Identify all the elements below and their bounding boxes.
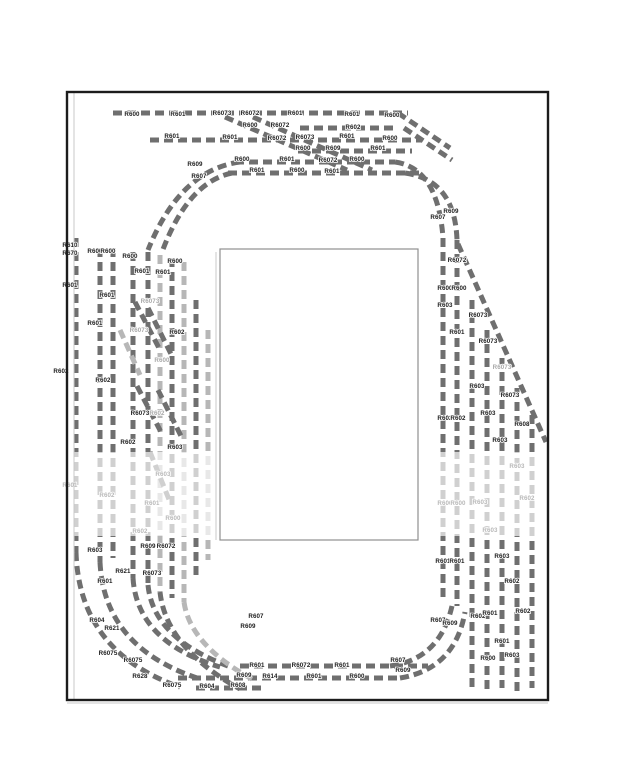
track-code-label: R609 [240,623,256,630]
track-segment [160,592,240,689]
track-code-label: R600 [382,135,398,142]
track-code-label: R601 [370,145,386,152]
track-code-label: R600 [451,285,467,292]
track-code-label: R600 [384,112,400,119]
track-code-label: R601 [494,638,510,645]
track-code-label: R6073 [478,338,498,345]
track-code-label: R600 [234,156,250,163]
track-segment [120,330,140,375]
track-code-label: R602 [120,439,136,446]
track-code-label: R602 [95,377,111,384]
track-code-label: R607 [390,657,406,664]
track-code-label: R603 [167,444,183,451]
track-code-label: R609 [395,667,411,674]
track-code-label: R601 [155,269,171,276]
track-code-label: R603 [504,652,520,659]
track-code-label: R6072 [291,662,311,669]
track-segment [405,173,457,240]
track-code-label: R601 [164,133,180,140]
track-code-label: R607 [248,613,264,620]
track-code-label: R600 [437,285,453,292]
track-code-label: R6072 [270,122,290,129]
track-code-label: R6073 [140,298,160,305]
track-code-label: R601 [482,610,498,617]
track-code-label: R621 [115,568,131,575]
track-code-label: R6073 [468,312,488,319]
track-code-label: R600 [295,145,311,152]
track-code-label: R607 [430,214,446,221]
track-code-label: R607 [191,173,207,180]
track-code-label: R609 [236,672,252,679]
track-code-label: R6073 [500,392,520,399]
track-code-label: R6073 [295,134,315,141]
track-code-label: R601 [287,110,303,117]
track-code-label: R600 [242,122,258,129]
track-code-label: R600 [122,253,138,260]
track-code-label: R6072 [318,157,338,164]
track-code-label: R602 [504,578,520,585]
track-code-label: R601 [306,673,322,680]
track-code-label: R601 [62,282,78,289]
track-code-label: R6072 [240,110,260,117]
track-code-label: R6072 [156,543,176,550]
track-code-label: R609 [325,145,341,152]
track-code-label: R6072 [267,135,287,142]
track-code-label: R601 [170,111,186,118]
track-code-label: R601 [97,578,113,585]
track-code-label: R601 [134,268,150,275]
track-code-label: R609 [442,620,458,627]
track-code-label: R608 [514,421,530,428]
track-code-label: R600 [289,167,305,174]
track-code-label: R600 [154,357,170,364]
track-code-label: R601 [249,167,265,174]
track-code-label: R6073 [129,327,149,334]
track-code-label: R600 [167,258,183,265]
track-code-label: R601 [449,329,465,336]
track-code-label: R601 [87,320,103,327]
track-code-label: R621 [104,625,120,632]
track-code-label: R602 [450,415,466,422]
track-code-label: R670 [62,250,78,257]
track-code-label: R609 [140,543,156,550]
track-code-label: R614 [262,673,278,680]
track-code-label: R609 [443,208,459,215]
track-code-label: R602 [169,329,185,336]
track-code-label: R6075 [123,657,143,664]
track-code-label: R6072 [447,257,467,264]
track-code-label: R607 [430,617,446,624]
track-code-label: R604 [89,617,105,624]
track-code-label: R6075 [162,682,182,689]
track-code-label: R602 [53,368,69,375]
track-code-label: R600 [87,248,103,255]
track-code-label: R6075 [98,650,118,657]
track-code-label: R604 [199,683,215,690]
track-code-label: R601 [324,168,340,175]
track-code-label: R603 [469,383,485,390]
track-code-label: R603 [437,302,453,309]
track-code-label: R601 [222,134,238,141]
track-code-label: R609 [187,161,203,168]
track-code-label: R601 [334,662,350,669]
track-code-label: R601 [449,558,465,565]
track-code-label: R603 [87,547,103,554]
track-code-label: R600 [349,673,365,680]
track-code-label: R6073 [142,570,162,577]
track-code-label: R601 [249,662,265,669]
track-code-label: R603 [480,410,496,417]
track-code-label: R602 [470,613,486,620]
track-code-label: R602 [515,608,531,615]
track-code-label: R601 [344,111,360,118]
track-code-label: R603 [494,553,510,560]
track-code-label: R601 [279,156,295,163]
track-segment [162,173,232,252]
track-code-label: R601 [339,133,355,140]
track-code-label: R602 [149,410,165,417]
track-code-label: R600 [480,655,496,662]
track-code-label: R628 [132,673,148,680]
track-code-label: R6073 [492,364,512,371]
track-code-label: R601 [435,558,451,565]
track-code-label: R603 [492,437,508,444]
track-code-label: R608 [230,682,246,689]
track-code-label: R6073 [212,110,232,117]
track-code-label: R602 [345,124,361,131]
track-code-label: R601 [99,292,115,299]
track-code-label: R602 [437,415,453,422]
track-code-label: R600 [124,111,140,118]
track-code-label: R6073 [130,410,150,417]
track-code-label: R600 [349,156,365,163]
track-code-label: R600 [100,248,116,255]
inner-cutout-rectangle [220,249,418,540]
track-code-label: R610 [62,242,78,249]
